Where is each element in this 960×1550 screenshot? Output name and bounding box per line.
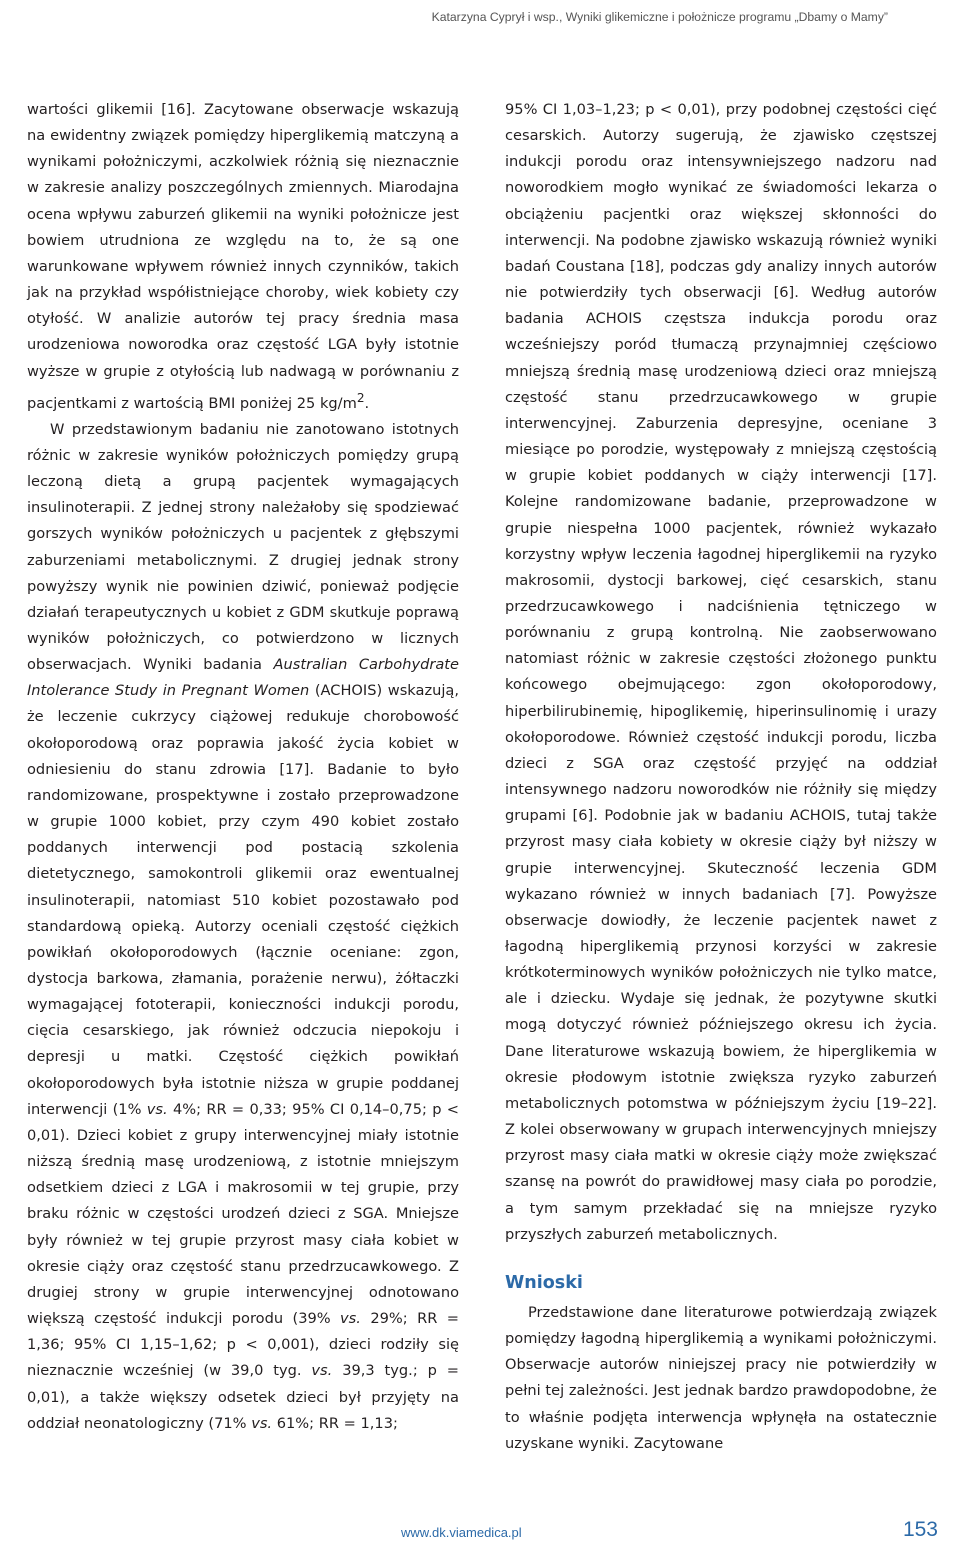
footer-url[interactable]: www.dk.viamedica.pl — [401, 1525, 522, 1540]
running-head: Katarzyna Cyprył i wsp., Wyniki glikemiczne i położnicze programu „Dbamy o Mamy” — [431, 10, 888, 24]
study-name: Australian Carbohydrate Intolerance Study in Pregnant Women — [27, 656, 459, 700]
right-column — [505, 97, 937, 1457]
body-paragraph: 95% CI 1,03–1,23; p < 0,01), przy podobnej częstości cięć cesarskich. Autorzy sugerują, że zjawisko częstszej indukcji porodu oraz intensywniejszego nadzoru nad noworodkiem mogło wynikać ze świadomości lekarza o obciążeniu pacjentki oraz większej skłonności do interwencji. Na podobne zjawisko wskazują również wyniki badań Coustana [18], podczas gdy analizy innych autorów nie potwierdziły tych obserwacji [6]. Według autorów badania ACHOIS częstsza indukcja porodu oraz wcześniejszy poród tłumaczą przynajmniej częściowo mniejszą średnią masę urodzeniową dzieci oraz mniejszą częstość stanu przedrzucawkowego w grupie interwencyjnej. Zaburzenia depresyjne, oceniane 3 miesiące po porodzie, występowały z mniejszą częstością w grupie kobiet poddanych w ciąży interwencji [17]. Kolejne randomizowane badanie, przeprowadzone w grupie niespełna 1000 pacjentek, również wykazało korzystny wpływ leczenia łagodnej hiperglikemii na ryzyko makrosomii, dystocji barkowej, cięć cesarskich, stanu przedrzucawkowego i nadciśnienia tętniczego w porównaniu z grupą kontrolną. Nie zaobserwowano natomiast różnic w zakresie częstości złożonego punktu końcowego obejmującego: zgon okołoporodowy, hiperbilirubinemię, hipoglikemię, hiperinsulinomię i urazy okołoporodowe. Również częstość indukcji porodu, liczba dzieci z SGA oraz częstość przyjęć na oddział intensywnego nadzoru noworodków nie różniły się między grupami [6]. Podobnie jak w badaniu ACHOIS, tutaj także przyrost masy ciała kobiety w okresie ciąży był niższy w grupie interwencyjnej. Skuteczność leczenia GDM wykazano również w innych badaniach [7]. Powyższe obserwacje dowiodły, że leczenie pacjentek nawet z łagodną hiperglikemią przynosi korzyści w zakresie krótkoterminowych wyników położniczych nie tylko matce, ale i dziecku. Wydaje się jednak, że pozytywne skutki mogą dotyczyć również późniejszego okresu ich życia. Dane literaturowe wskazują bowiem, że hiperglikemia w okresie płodowym istotnie zwiększa ryzyko zaburzeń metabolicznych potomstwa w późniejszym życiu [19–22]. Z kolei obserwowany w grupach interwencyjnych mniejszy przyrost masy ciała matki w okresie ciąży może zwiększać szansę na powrót do prawidłowej masy ciała po porodzie, a tym samym przekładać się na mniejsze ryzyko przyszłych zaburzeń metabolicznych. — [505, 101, 937, 1243]
page-number: 153 — [902, 1518, 938, 1541]
body-paragraph: wartości glikemii [16]. Zacytowane obserwacje wskazują na ewidentny związek pomiędzy hiperglikemią matczyną a wynikami położniczymi, aczkolwiek różnią się nieznacznie w zakresie analizy poszczególnych zmiennych. Miarodajna ocena wpływu zaburzeń glikemii na wyniki położnicze jest bowiem utrudniona ze względu na to, że są one warunkowane wpływem również innych czynników, takich jak na przykład współistniejące choroby, wiek kobiety czy otyłość. W analizie autorów tej pracy średnia masa urodzeniowa noworodka oraz częstość LGA były istotnie wyższe w grupie z otyłością lub nadwagą w porównaniu z pacjentkami z wartością BMI poniżej 25 $kg/m^2$. — [27, 101, 459, 412]
left-column — [27, 97, 459, 1437]
section-heading: Wnioski — [505, 1272, 583, 1293]
body-paragraph: W przedstawionym badaniu nie zanotowano istotnych różnic w zakresie wyników położniczych pomiędzy grupą leczoną dietą a grupą pacjentek wymagających insulinoterapii. Z jednej strony należałoby się spodziewać gorszych wyników położniczych u pacjentek z głębszymi zaburzeniami metabolicznymi. Z drugiej jednak strony powyższy wynik nie powinien dziwić, ponieważ podjęcie działań terapeutycznych u kobiet z GDM skutkuje poprawą wyników położniczych, co potwierdzono w licznych obserwacjach. Wyniki badania Australian Carbohydrate Intolerance Study in Pregnant Women (ACHOIS) wskazują, że leczenie cukrzycy ciążowej redukuje chorobowość okołoporodową oraz poprawia jakość życia kobiet w odniesieniu do stanu zdrowia [17]. Badanie to było randomizowane, prospektywne i zostało przeprowadzone w grupie 1000 kobiet, przy czym 490 kobiet zostało poddanych interwencji pod postacią szkolenia dietetycznego, samokontroli glikemii oraz ewentualnej insulinoterapii, natomiast 510 kobiet pozostawało pod standardową opieką. Autorzy oceniali częstość ciężkich powikłań okołoporodowych (łącznie oceniane: zgon, dystocja barkowa, złamania, porażenie nerwu), żółtaczki wymagającej fototerapii, konieczności indukcji porodu, cięcia cesarskiego, jak również odczucia niepokoju i depresji u matki. Częstość ciężkich powikłań okołoporodowych była istotnie niższa w grupie poddanej interwencji (1% vs. 4%; RR = 0,33; 95% CI 0,14–0,75; p < 0,01). Dzieci kobiet z grupy interwencyjnej miały istotnie niższą średnią masę urodzeniową, z istotnie mniejszym odsetkiem dzieci z LGA i makrosomii w tej grupie, przy braku różnic w częstości urodzeń dzieci z SGA. Mniejsze były również w tej grupie przyrost masy ciała kobiet w okresie ciąży oraz częstość stanu przedrzucawkowego. Z drugiej strony w grupie interwencyjnej odnotowano większą częstość indukcji porodu (39% vs. 29%; RR = 1,36; 95% CI 1,15–1,62; p < 0,001), dzieci rodziły się nieznacznie wcześniej (w 39,0 tyg. vs. 39,3 tyg.; p = 0,01), a także większy odsetek dzieci był przyjęty na oddział neonatologiczny (71% vs. 61%; RR = 1,13; — [27, 420, 459, 1432]
body-paragraph: Przedstawione dane literaturowe potwierdzają związek pomiędzy łagodną hiperglikemią a wynikami położniczymi. Obserwacje autorów niniejszej pracy nie potwierdziły w pełni tej zależności. Jest jednak bardzo prawdopodobne, że to właśnie podjęta interwencja wpłynęła na ostatecznie uzyskane wyniki. Zacytowane — [505, 1303, 937, 1452]
